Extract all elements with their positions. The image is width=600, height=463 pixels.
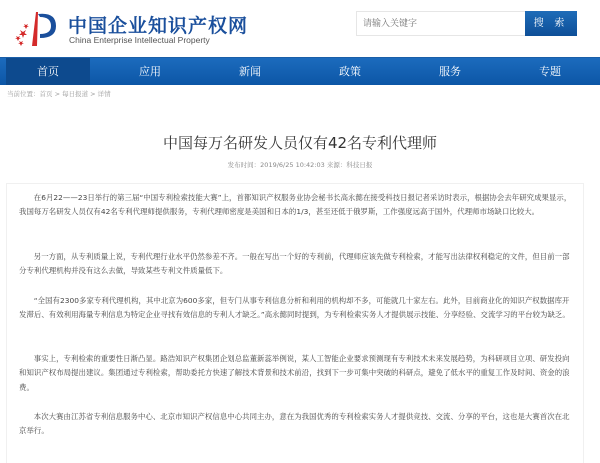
nav-item-policy[interactable]: 政策	[339, 65, 361, 78]
nav-item-news[interactable]: 新闻	[239, 65, 261, 78]
article-paragraph: 在6月22——23日举行的第三届“中国专利检索技能大赛”上，首都知识产权服务业协会秘书长高永懿在接受科技日报记者采访时表示，根据协会去年研究成果显示，我国每万名研发人员仅有42名专利代理师提供服务，专利代理师密度是美国和日本的1/3，甚至还低于俄罗斯，工作强度远高于国外，代理师市场缺口比较大。	[19, 193, 572, 217]
site-header	[0, 0, 600, 58]
article-paragraph: 另一方面，从专利质量上说，专利代理行业水平仍然参差不齐。一般在写出一个好的专利前，代理师应该先做专利检索，才能写出法律权利稳定的文件，但目前一部分专利代理机构并没有这么去做，导致某些专利文件质量低下。	[19, 252, 570, 276]
site-subtitle: China Enterprise Intellectual Property	[69, 35, 210, 45]
article-title: 中国每万名研发人员仅有42名专利代理师	[162, 134, 438, 152]
search-button[interactable]: 搜 索	[525, 11, 577, 36]
site-title[interactable]: 中国企业知识产权网	[68, 15, 249, 37]
nav-item-apps[interactable]: 应用	[139, 65, 161, 78]
nav-item-topics[interactable]: 专题	[539, 65, 561, 78]
article-paragraph: 事实上，专利检索的重要性日渐凸显。路浩知识产权集团企划总监董新蕊举例说，某人工智能企业要求预测现有专利技术未来发展趋势，为科研项目立项、研发投向和知识产权布局提出建议。集团通过专利检索，帮助委托方快速了解技术背景和技术前沿，找到下一步可集中突破的科研点，避免了低水平的重复工作及时间、资金的浪费。	[19, 354, 570, 392]
nav-item-home[interactable]: 首页	[6, 58, 90, 85]
article-paragraph: 本次大赛由江苏省专利信息服务中心、北京市知识产权信息中心共同主办，意在为我国优秀的专利检索实务人才提供竞技、交流、分享的平台，这也是大赛首次在北京举行。	[19, 412, 570, 436]
article-paragraph: “全国有2300多家专利代理机构，其中北京为600多家，但专门从事专利信息分析和利用的机构却不多，可能就几十家左右。此外，目前商业化的知识产权数据库开发滞后、有效利用海量专利信息为特定企业寻找有效信息的专利人才缺乏。”高永懿同时提到，为专利检索实务人才提供展示技能、分享经验、交流学习的平台较为缺乏。	[19, 296, 570, 320]
search-input[interactable]	[356, 11, 526, 36]
main-nav	[0, 58, 600, 85]
article-meta: 发布时间：2019/6/25 10:42:03 来源：科技日报	[227, 161, 373, 169]
ip-logo-icon[interactable]	[10, 8, 60, 48]
article-body	[6, 183, 584, 463]
breadcrumb[interactable]: 当前位置：首页 > 每日报道 > 详情	[7, 90, 111, 98]
nav-item-services[interactable]: 服务	[439, 65, 461, 78]
